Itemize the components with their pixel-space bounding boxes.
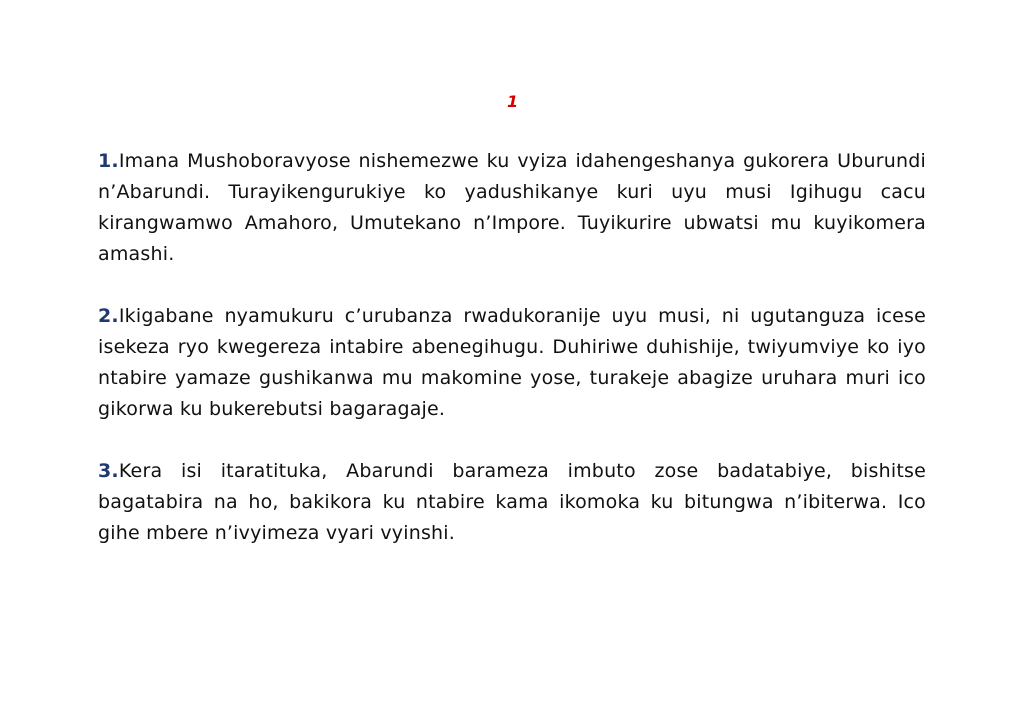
paragraph-number: 3. [98,460,119,482]
paragraph-2 [98,301,926,425]
paragraph-3 [98,456,926,549]
page-number: 1 [507,92,519,111]
paragraph-number: 1. [98,150,119,172]
paragraph-text: Kera isi itaratituka, Abarundi barameza imbuto zose badatabiye, bishitse bagatabira na ho, bakikora ku ntabire kama ikomoka ku bitungwa n’ibiterwa. Ico gihe mbere n’ivyimeza vyari vyinshi. [98,460,926,544]
paragraph-text: Imana Mushoboravyose nishemezwe ku vyiza idahengeshanya gukorera Uburundi n’Abarundi. Turayikengurukiye ko yadushikanye kuri uyu musi Igihugu cacu kirangwamwo Amahoro, Umutekano n’Impore. Tuyikurire ubwatsi mu kuyikomera amashi. [98,150,926,265]
paragraph-text: Ikigabane nyamukuru c’urubanza rwadukoranije uyu musi, ni ugutanguza icese isekeza ryo kwegereza intabire abenegihugu. Duhiriwe duhishije, twiyumviye ko iyo ntabire yamaze gushikanwa mu makomine yose, turakeje abagize uruhara muri ico gikorwa ku bukerebutsi bagaragaje. [98,305,926,420]
paragraph-1 [98,146,926,270]
document-body [98,146,926,580]
paragraph-number: 2. [98,305,119,327]
